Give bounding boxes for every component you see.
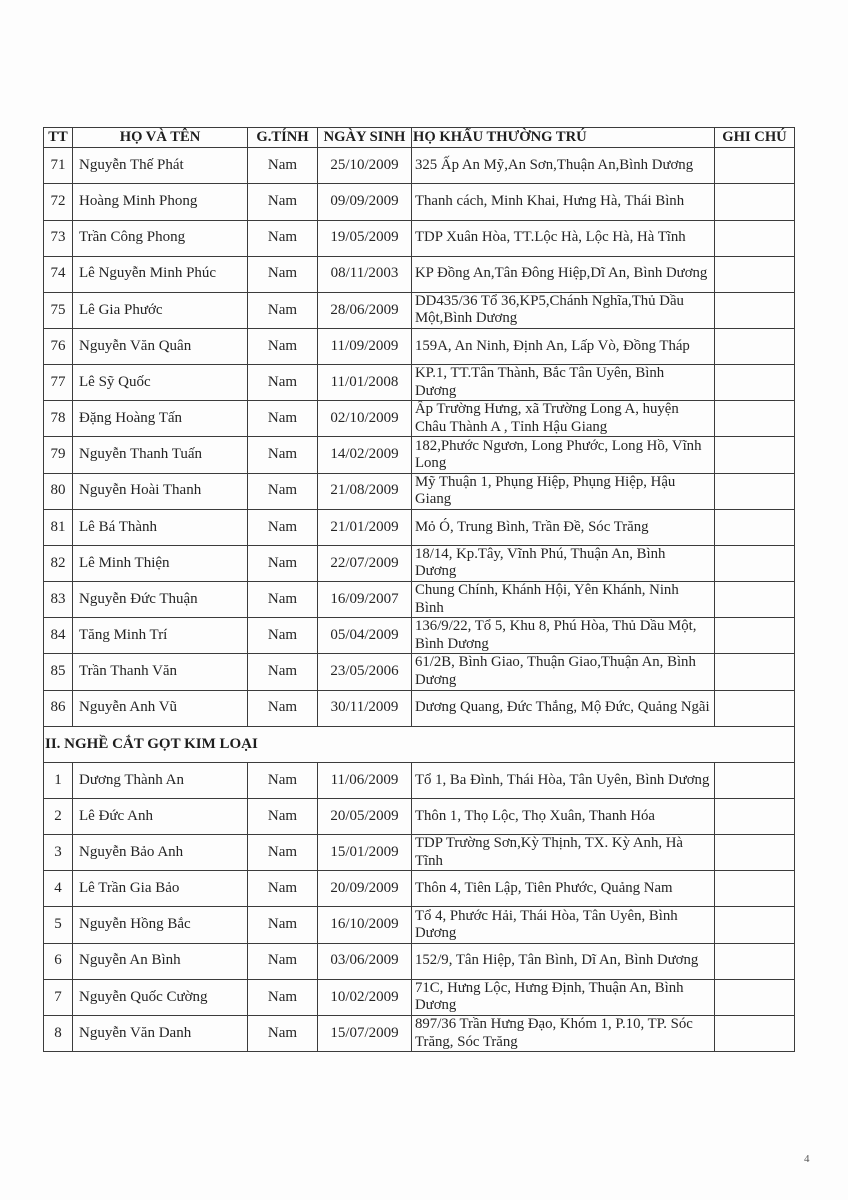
address-cell: KP Đồng An,Tân Đông Hiệp,Dĩ An, Bình Dương	[412, 257, 715, 293]
full-name-cell: Nguyễn Hồng Bắc	[73, 907, 248, 943]
full-name-cell: Nguyễn Đức Thuận	[73, 582, 248, 618]
birth-date-cell: 15/07/2009	[318, 1016, 412, 1052]
address-cell: 18/14, Kp.Tây, Vĩnh Phú, Thuận An, Bình Dương	[412, 546, 715, 582]
note-cell	[715, 582, 795, 618]
birth-date-cell: 11/06/2009	[318, 763, 412, 799]
birth-date-cell: 21/08/2009	[318, 474, 412, 510]
row-number-cell: 73	[44, 221, 73, 257]
full-name-cell: Trần Thanh Văn	[73, 654, 248, 690]
note-cell	[715, 474, 795, 510]
note-cell	[715, 546, 795, 582]
full-name-cell: Lê Nguyễn Minh Phúc	[73, 257, 248, 293]
address-cell: 71C, Hưng Lộc, Hưng Định, Thuận An, Bình Dương	[412, 980, 715, 1016]
row-number-cell: 78	[44, 401, 73, 437]
birth-date-cell: 09/09/2009	[318, 184, 412, 220]
gender-cell: Nam	[248, 437, 318, 473]
note-cell	[715, 293, 795, 329]
gender-cell: Nam	[248, 293, 318, 329]
row-number-cell: 72	[44, 184, 73, 220]
address-cell: 152/9, Tân Hiệp, Tân Bình, Dĩ An, Bình Dương	[412, 944, 715, 980]
full-name-cell: Nguyễn Anh Vũ	[73, 691, 248, 727]
address-cell: TDP Trường Sơn,Kỳ Thịnh, TX. Kỳ Anh, Hà Tĩnh	[412, 835, 715, 871]
gender-cell: Nam	[248, 401, 318, 437]
gender-cell: Nam	[248, 148, 318, 184]
address-cell: Tổ 4, Phước Hải, Thái Hòa, Tân Uyên, Bình Dương	[412, 907, 715, 943]
gender-cell: Nam	[248, 329, 318, 365]
header-full-name: HỌ VÀ TÊN	[73, 128, 248, 148]
row-number-cell: 3	[44, 835, 73, 871]
note-cell	[715, 510, 795, 546]
note-cell	[715, 980, 795, 1016]
address-cell: KP.1, TT.Tân Thành, Bắc Tân Uyên, Bình Dương	[412, 365, 715, 401]
full-name-cell: Lê Sỹ Quốc	[73, 365, 248, 401]
address-cell: Ấp Trường Hưng, xã Trường Long A, huyện Châu Thành A , Tỉnh Hậu Giang	[412, 401, 715, 437]
row-number-cell: 5	[44, 907, 73, 943]
row-number-cell: 86	[44, 691, 73, 727]
row-number-cell: 81	[44, 510, 73, 546]
row-number-cell: 82	[44, 546, 73, 582]
birth-date-cell: 19/05/2009	[318, 221, 412, 257]
gender-cell: Nam	[248, 618, 318, 654]
address-cell: Mỏ Ó, Trung Bình, Trần Đề, Sóc Trăng	[412, 510, 715, 546]
full-name-cell: Lê Đức Anh	[73, 799, 248, 835]
birth-date-cell: 11/01/2008	[318, 365, 412, 401]
note-cell	[715, 944, 795, 980]
birth-date-cell: 20/09/2009	[318, 871, 412, 907]
note-cell	[715, 1016, 795, 1052]
full-name-cell: Nguyễn Thế Phát	[73, 148, 248, 184]
birth-date-cell: 15/01/2009	[318, 835, 412, 871]
row-number-cell: 74	[44, 257, 73, 293]
row-number-cell: 71	[44, 148, 73, 184]
full-name-cell: Lê Bá Thành	[73, 510, 248, 546]
row-number-cell: 77	[44, 365, 73, 401]
full-name-cell: Nguyễn Văn Quân	[73, 329, 248, 365]
gender-cell: Nam	[248, 980, 318, 1016]
header-row-number: TT	[44, 128, 73, 148]
row-number-cell: 1	[44, 763, 73, 799]
section-heading: II. NGHỀ CẮT GỌT KIM LOẠI	[44, 727, 795, 763]
full-name-cell: Lê Gia Phước	[73, 293, 248, 329]
note-cell	[715, 654, 795, 690]
full-name-cell: Nguyễn Thanh Tuấn	[73, 437, 248, 473]
note-cell	[715, 871, 795, 907]
header-gender: G.TÍNH	[248, 128, 318, 148]
note-cell	[715, 763, 795, 799]
full-name-cell: Nguyễn Bảo Anh	[73, 835, 248, 871]
note-cell	[715, 365, 795, 401]
full-name-cell: Tăng Minh Trí	[73, 618, 248, 654]
gender-cell: Nam	[248, 691, 318, 727]
full-name-cell: Dương Thành An	[73, 763, 248, 799]
full-name-cell: Trần Công Phong	[73, 221, 248, 257]
address-cell: Thôn 1, Thọ Lộc, Thọ Xuân, Thanh Hóa	[412, 799, 715, 835]
birth-date-cell: 22/07/2009	[318, 546, 412, 582]
address-cell: 136/9/22, Tổ 5, Khu 8, Phú Hòa, Thủ Dầu Một, Bình Dương	[412, 618, 715, 654]
birth-date-cell: 21/01/2009	[318, 510, 412, 546]
birth-date-cell: 16/09/2007	[318, 582, 412, 618]
address-cell: TDP Xuân Hòa, TT.Lộc Hà, Lộc Hà, Hà Tĩnh	[412, 221, 715, 257]
row-number-cell: 79	[44, 437, 73, 473]
full-name-cell: Nguyễn An Bình	[73, 944, 248, 980]
row-number-cell: 84	[44, 618, 73, 654]
birth-date-cell: 02/10/2009	[318, 401, 412, 437]
gender-cell: Nam	[248, 184, 318, 220]
page-number: 4	[804, 1153, 810, 1165]
birth-date-cell: 05/04/2009	[318, 618, 412, 654]
note-cell	[715, 835, 795, 871]
gender-cell: Nam	[248, 835, 318, 871]
note-cell	[715, 401, 795, 437]
note-cell	[715, 257, 795, 293]
address-cell: Thôn 4, Tiên Lập, Tiên Phước, Quảng Nam	[412, 871, 715, 907]
full-name-cell: Lê Minh Thiện	[73, 546, 248, 582]
gender-cell: Nam	[248, 799, 318, 835]
note-cell	[715, 221, 795, 257]
birth-date-cell: 03/06/2009	[318, 944, 412, 980]
birth-date-cell: 25/10/2009	[318, 148, 412, 184]
gender-cell: Nam	[248, 474, 318, 510]
full-name-cell: Đặng Hoàng Tấn	[73, 401, 248, 437]
birth-date-cell: 20/05/2009	[318, 799, 412, 835]
row-number-cell: 75	[44, 293, 73, 329]
note-cell	[715, 184, 795, 220]
row-number-cell: 7	[44, 980, 73, 1016]
row-number-cell: 4	[44, 871, 73, 907]
note-cell	[715, 618, 795, 654]
full-name-cell: Nguyễn Quốc Cường	[73, 980, 248, 1016]
row-number-cell: 76	[44, 329, 73, 365]
gender-cell: Nam	[248, 907, 318, 943]
header-note: GHI CHÚ	[715, 128, 795, 148]
note-cell	[715, 329, 795, 365]
address-cell: Dương Quang, Đức Thắng, Mộ Đức, Quảng Ngãi	[412, 691, 715, 727]
gender-cell: Nam	[248, 365, 318, 401]
gender-cell: Nam	[248, 1016, 318, 1052]
birth-date-cell: 28/06/2009	[318, 293, 412, 329]
address-cell: 182,Phước Ngươn, Long Phước, Long Hồ, Vĩnh Long	[412, 437, 715, 473]
address-cell: 325 Ấp An Mỹ,An Sơn,Thuận An,Bình Dương	[412, 148, 715, 184]
row-number-cell: 6	[44, 944, 73, 980]
row-number-cell: 83	[44, 582, 73, 618]
address-cell: DD435/36 Tổ 36,KP5,Chánh Nghĩa,Thủ Dầu Một,Bình Dương	[412, 293, 715, 329]
gender-cell: Nam	[248, 510, 318, 546]
birth-date-cell: 10/02/2009	[318, 980, 412, 1016]
full-name-cell: Lê Trần Gia Bảo	[73, 871, 248, 907]
gender-cell: Nam	[248, 871, 318, 907]
row-number-cell: 2	[44, 799, 73, 835]
gender-cell: Nam	[248, 763, 318, 799]
gender-cell: Nam	[248, 582, 318, 618]
birth-date-cell: 16/10/2009	[318, 907, 412, 943]
full-name-cell: Nguyễn Văn Danh	[73, 1016, 248, 1052]
address-cell: Mỹ Thuận 1, Phụng Hiệp, Phụng Hiệp, Hậu Giang	[412, 474, 715, 510]
header-address: HỌ KHẨU THƯỜNG TRÚ	[412, 128, 715, 148]
full-name-cell: Nguyễn Hoài Thanh	[73, 474, 248, 510]
note-cell	[715, 799, 795, 835]
gender-cell: Nam	[248, 221, 318, 257]
gender-cell: Nam	[248, 257, 318, 293]
address-cell: 61/2B, Bình Giao, Thuận Giao,Thuận An, Bình Dương	[412, 654, 715, 690]
gender-cell: Nam	[248, 546, 318, 582]
gender-cell: Nam	[248, 654, 318, 690]
header-birth-date: NGÀY SINH	[318, 128, 412, 148]
address-cell: Thanh cách, Minh Khai, Hưng Hà, Thái Bình	[412, 184, 715, 220]
address-cell: 159A, An Ninh, Định An, Lấp Vò, Đồng Tháp	[412, 329, 715, 365]
birth-date-cell: 11/09/2009	[318, 329, 412, 365]
row-number-cell: 80	[44, 474, 73, 510]
row-number-cell: 85	[44, 654, 73, 690]
full-name-cell: Hoàng Minh Phong	[73, 184, 248, 220]
note-cell	[715, 148, 795, 184]
address-cell: Chung Chính, Khánh Hội, Yên Khánh, Ninh Bình	[412, 582, 715, 618]
birth-date-cell: 30/11/2009	[318, 691, 412, 727]
birth-date-cell: 14/02/2009	[318, 437, 412, 473]
note-cell	[715, 437, 795, 473]
birth-date-cell: 23/05/2006	[318, 654, 412, 690]
note-cell	[715, 907, 795, 943]
gender-cell: Nam	[248, 944, 318, 980]
student-table	[43, 127, 795, 1052]
row-number-cell: 8	[44, 1016, 73, 1052]
note-cell	[715, 691, 795, 727]
birth-date-cell: 08/11/2003	[318, 257, 412, 293]
address-cell: 897/36 Trần Hưng Đạo, Khóm 1, P.10, TP. Sóc Trăng, Sóc Trăng	[412, 1016, 715, 1052]
address-cell: Tổ 1, Ba Đình, Thái Hòa, Tân Uyên, Bình Dương	[412, 763, 715, 799]
